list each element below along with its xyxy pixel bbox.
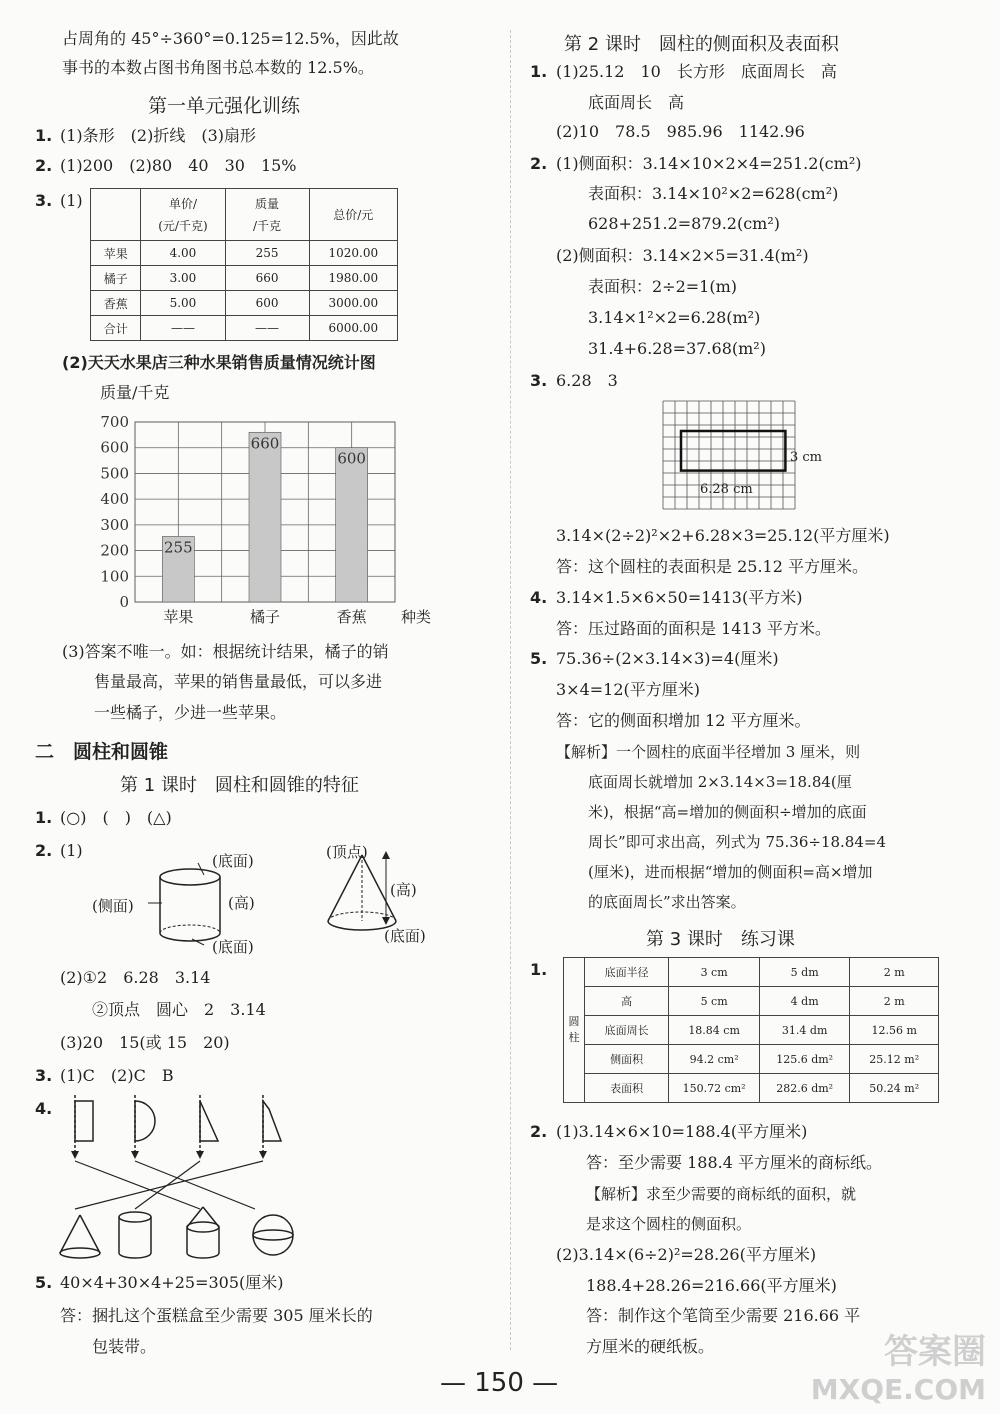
cylinder-exercise-table [563, 957, 939, 1103]
cone-cylinder-solid [187, 1207, 219, 1258]
table-cell: 5 dm [759, 958, 850, 987]
answer-line: 3.14×1.5×6×50=1413(平方米) [556, 588, 803, 607]
answer-line: 售量最高，苹果的销售量最低，可以多进 [94, 672, 383, 691]
answer-line: 答：捆扎这个蛋糕盒至少需要 305 厘米长的 [60, 1306, 373, 1325]
table-cell: 18.84 cm [669, 1016, 760, 1045]
answer-line: (1)侧面积：3.14×10×2×4=251.2(cm²) [556, 154, 862, 173]
answer-line: 答：制作这个笔筒至少需要 216.66 平 [586, 1306, 861, 1325]
fruit-sales-table [90, 188, 398, 341]
cone-solid [60, 1215, 100, 1258]
table-cell: 4 dm [759, 987, 850, 1016]
table-row [91, 291, 398, 316]
answer-line: 3×4=12(平方厘米) [556, 680, 701, 699]
table-cell: 2 m [850, 987, 939, 1016]
x-tick-label: 香蕉 [336, 608, 367, 626]
table-cell: 3.00 [141, 266, 225, 291]
analysis-line: 【解析】求至少需要的商标纸的面积，就 [586, 1185, 857, 1203]
lesson-heading: 第 3 课时 练习课 [646, 929, 795, 950]
trapezoid-shape [263, 1101, 281, 1141]
table-row [91, 266, 398, 291]
cone-shape [328, 851, 396, 930]
bar-value-label: 660 [250, 434, 280, 453]
table-cell: 3000.00 [309, 291, 397, 316]
answer-line: (3)答案不唯一。如：根据统计结果，橘子的销 [62, 642, 389, 661]
table-cell: 合计 [91, 316, 141, 341]
analysis-line: 是求这个圆柱的侧面积。 [586, 1215, 752, 1233]
chart-caption: (2)天天水果店三种水果销售质量情况统计图 [62, 353, 376, 372]
question-number: 1. [35, 808, 53, 827]
table-cell: 255 [225, 241, 309, 266]
question-number: 1. [530, 62, 548, 81]
rectangle-shape [75, 1101, 93, 1141]
watermark-line: MXQE.COM [810, 1373, 986, 1406]
analysis-line: 米)，根据“高=增加的侧面积÷增加的底面 [588, 803, 867, 821]
table-cell: 150.72 cm² [669, 1074, 760, 1103]
header-text: /千克 [253, 218, 282, 233]
answer-line: 答：它的侧面积增加 12 平方厘米。 [556, 711, 811, 730]
y-tick-label: 400 [100, 490, 129, 509]
y-tick-label: 500 [100, 464, 129, 483]
table-cell: 5 cm [669, 987, 760, 1016]
intro-line-2: 事书的本数占图书角图书总本数的 12.5%。 [62, 58, 374, 77]
table-row [564, 1074, 939, 1103]
table-cell: 12.56 m [850, 1016, 939, 1045]
answer-line: (1)3.14×6×10=188.4(平方厘米) [556, 1122, 808, 1141]
header-text: 单价/ [168, 196, 197, 211]
answer-line: 底面周长 高 [588, 93, 685, 112]
x-axis-label: 种类 [401, 608, 432, 626]
analysis-line: 【解析】一个圆柱的底面半径增加 3 厘米，则 [556, 743, 861, 761]
watermark [811, 1334, 986, 1408]
answer-line: 包装带。 [92, 1337, 157, 1356]
x-tick-label: 橘子 [249, 608, 281, 626]
table-cell: 31.4 dm [759, 1016, 850, 1045]
cylinder-label-bottom-base: (底面) [212, 938, 254, 956]
answer-line: (1)C (2)C B [60, 1066, 174, 1085]
bar-chart [60, 380, 460, 630]
analysis-line: 周长”即可求出高，列式为 75.36÷18.84=4 [588, 833, 887, 851]
question-number: 1. [35, 126, 53, 145]
table-cell: 2 m [850, 958, 939, 987]
table-cell: 50.24 m² [850, 1074, 939, 1103]
answer-line: (2)侧面积：3.14×2×5=31.4(m²) [556, 246, 809, 265]
answer-line: (1)200 (2)80 40 30 15% [60, 156, 297, 175]
answer-line: 一些橘子，少进一些苹果。 [94, 703, 287, 722]
header-text: (元/千克) [158, 218, 208, 233]
answer-line: 6.28 3 [556, 371, 618, 390]
answer-line: 40×4+30×4+25=305(厘米) [60, 1273, 284, 1292]
cylinder-label-height: (高) [228, 894, 255, 912]
question-number: 2. [530, 1122, 548, 1141]
bar-value-label: 255 [164, 538, 193, 557]
table-cell: 香蕉 [91, 291, 141, 316]
cylinder-label-top-base: (底面) [212, 852, 254, 870]
question-number: 2. [530, 154, 548, 173]
header-text: 质量 [255, 196, 280, 211]
x-tick-label: 苹果 [163, 608, 194, 626]
sphere-solid [253, 1215, 293, 1255]
answer-line: 答：这个圆柱的表面积是 25.12 平方厘米。 [556, 557, 868, 576]
table-header-cell [225, 189, 309, 241]
table-row [564, 958, 939, 987]
answer-line: 答：压过路面的面积是 1413 平方米。 [556, 619, 831, 638]
question-number: 2. [35, 841, 53, 860]
table-cell: 5.00 [141, 291, 225, 316]
lesson-heading: 第 1 课时 圆柱和圆锥的特征 [120, 775, 359, 796]
question-number: 4. [530, 588, 548, 607]
answer-line: 答：至少需要 188.4 平方厘米的商标纸。 [586, 1153, 882, 1172]
answer-line: (1) [60, 191, 83, 210]
watermark-line: 答案圈 [884, 1332, 986, 1372]
table-side-header: 圆柱 [564, 958, 585, 1103]
table-header-cell [141, 189, 225, 241]
cylinder-solid [119, 1212, 151, 1258]
unit-heading: 二 圆柱和圆锥 [35, 741, 169, 763]
table-row [91, 241, 398, 266]
analysis-line: 底面周长就增加 2×3.14×3=18.84(厘 [588, 773, 852, 791]
section-heading-unit1-training: 第一单元强化训练 [148, 95, 301, 117]
table-cell: 94.2 cm² [669, 1045, 760, 1074]
cone-label-height: (高) [390, 881, 417, 899]
answer-line: (2)10 78.5 985.96 1142.96 [556, 122, 805, 141]
answer-line: (1) [60, 841, 83, 860]
analysis-line: (厘米)，进而根据“增加的侧面积=高×增加 [588, 863, 873, 881]
grid-height-label: 3 cm [790, 450, 823, 465]
table-cell: 6000.00 [309, 316, 397, 341]
table-cell: 高 [584, 987, 668, 1016]
answer-line: 3.14×(2÷2)²×2+6.28×3=25.12(平方厘米) [556, 526, 890, 545]
table-cell: 1020.00 [309, 241, 397, 266]
y-axis-label: 质量/千克 [100, 383, 170, 402]
question-number: 3. [530, 371, 548, 390]
table-cell: 底面半径 [584, 958, 668, 987]
triangle-shape [200, 1101, 218, 1141]
question-number: 5. [35, 1273, 53, 1292]
question-number: 3. [35, 1066, 53, 1085]
bar [249, 432, 281, 602]
answer-line: (1)25.12 10 长方形 底面周长 高 [556, 62, 837, 81]
cylinder-label-side: (侧面) [92, 897, 134, 915]
question-number: 2. [35, 156, 53, 175]
question-number: 1. [530, 960, 548, 979]
table-cell: 282.6 dm² [759, 1074, 850, 1103]
question-number: 3. [35, 191, 53, 210]
table-cell: 125.6 dm² [759, 1045, 850, 1074]
answer-line: 628+251.2=879.2(cm²) [588, 214, 780, 233]
table-header-cell: 总价/元 [309, 189, 397, 241]
answer-line: (1)条形 (2)折线 (3)扇形 [60, 126, 256, 145]
y-tick-label: 100 [100, 567, 129, 586]
table-cell: 苹果 [91, 241, 141, 266]
analysis-line: 的底面周长”求出答案。 [588, 893, 746, 911]
table-cell: 橘子 [91, 266, 141, 291]
table-cell: 660 [225, 266, 309, 291]
column-divider [510, 30, 512, 1350]
semicircle-shape [135, 1101, 155, 1141]
answer-line: 方厘米的硬纸板。 [586, 1337, 715, 1356]
rotation-matching-figure [55, 1095, 315, 1265]
table-cell: 底面周长 [584, 1016, 668, 1045]
table-cell: —— [225, 316, 309, 341]
table-cell: 表面积 [584, 1074, 668, 1103]
cylinder-shape [148, 863, 220, 945]
question-number: 5. [530, 649, 548, 668]
page-number: — 150 — [440, 1368, 559, 1398]
intro-line-1: 占周角的 45°÷360°=0.125=12.5%，因此故 [62, 29, 399, 48]
table-cell: 25.12 m² [850, 1045, 939, 1074]
answer-line: 表面积：3.14×10²×2=628(cm²) [588, 184, 839, 203]
answer-line: ②顶点 圆心 2 3.14 [92, 1000, 266, 1019]
answer-line: (2)①2 6.28 3.14 [60, 968, 211, 987]
y-tick-label: 700 [100, 413, 129, 431]
table-cell: 1980.00 [309, 266, 397, 291]
table-row [564, 1016, 939, 1045]
table-row [564, 1045, 939, 1074]
cone-label-apex: (顶点) [326, 843, 368, 861]
answer-line: 3.14×1²×2=6.28(m²) [588, 308, 761, 327]
table-cell: —— [141, 316, 225, 341]
bar-value-label: 600 [337, 449, 366, 468]
answer-line: (○) ( ) (△) [60, 808, 172, 827]
answer-line: 31.4+6.28=37.68(m²) [588, 339, 766, 358]
lesson-heading: 第 2 课时 圆柱的侧面积及表面积 [564, 34, 839, 55]
y-tick-label: 300 [100, 515, 129, 534]
cone-label-base: (底面) [384, 927, 426, 945]
table-header-cell [91, 189, 141, 241]
bar [336, 448, 368, 602]
answer-line: 表面积：2÷2=1(m) [588, 277, 738, 296]
y-tick-label: 600 [100, 438, 129, 457]
table-row [564, 987, 939, 1016]
answer-line: 188.4+28.26=216.66(平方厘米) [586, 1276, 837, 1295]
y-tick-label: 200 [100, 541, 129, 560]
answer-line: 75.36÷(2×3.14×3)=4(厘米) [556, 649, 779, 668]
table-cell: 3 cm [669, 958, 760, 987]
answer-line: (3)20 15(或 15 20) [60, 1033, 230, 1052]
table-cell: 4.00 [141, 241, 225, 266]
table-cell: 600 [225, 291, 309, 316]
table-row [91, 316, 398, 341]
answer-line: (2)3.14×(6÷2)²=28.26(平方厘米) [556, 1245, 817, 1264]
grid-width-label: 6.28 cm [700, 482, 753, 497]
table-cell: 侧面积 [584, 1045, 668, 1074]
question-number: 4. [35, 1099, 53, 1118]
y-tick-label: 0 [119, 593, 129, 611]
